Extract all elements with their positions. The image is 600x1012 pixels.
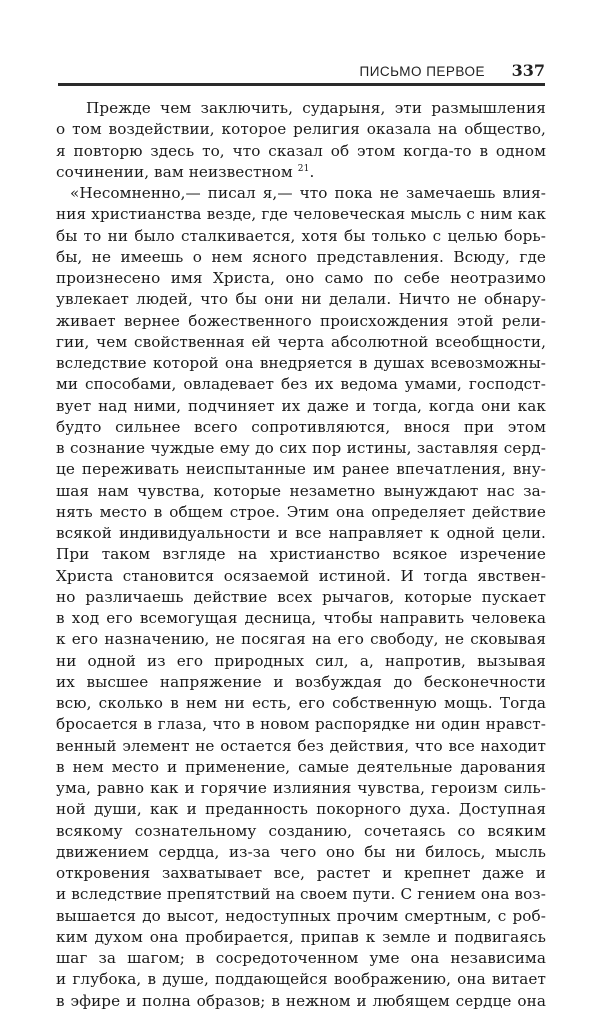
text-line: гии, чем свойственная ей черта абсолютной всеобщности, (56, 332, 546, 351)
end-punctuation: . (309, 162, 315, 181)
text-line: живает вернее божественного происхождения этой рели- (56, 311, 546, 330)
text-line: в сознание чуждые ему до сих пор истины, заставляя серд- (56, 439, 546, 457)
body-text (56, 98, 546, 1012)
running-head (58, 60, 545, 82)
text-line: всякому сознательному созданию, сочетаясь со всяким (56, 821, 546, 840)
text-line: бы то ни было сталкивается, хотя бы только с целью борь- (56, 226, 546, 245)
text-line: всю, сколько в нем ни есть, его собственную мощь. Тогда (56, 694, 546, 712)
text-line: в ход его всемогущая десница, чтобы направить человека (56, 609, 546, 627)
text-line: Христа становится осязаемой истиной. И тогда явствен- (56, 566, 546, 585)
text-line: но различаешь действие всех рычагов, которые пускает (56, 587, 546, 606)
text-line: ни одной из его природных сил, а, напротив, вызывая (56, 651, 546, 670)
text-line: в эфире и полна образов; в нежном и любящем сердце она (56, 991, 546, 1010)
text-line: всякой индивидуальности и все направляет к одной цели. (56, 524, 546, 542)
text-line: нять место в общем строе. Этим она определяет действие (56, 502, 546, 521)
text-line: откровения захватывает все, растет и крепнет даже и (56, 864, 546, 882)
text-line: ума, равно как и горячие излияния чувства, героизм силь- (56, 779, 546, 797)
text-line: При таком взгляде на христианство всякое изречение (56, 545, 546, 564)
text-line: и глубока, в душе, поддающейся воображению, она витает (56, 970, 546, 989)
text-line: о том воздействии, которое религия оказала на общество, (56, 120, 546, 139)
text-line: движением сердца, из-за чего оно бы ни билось, мысль (56, 842, 546, 861)
text-line-last (56, 162, 546, 183)
text-line: венный элемент не остается без действия, что все находит (56, 736, 546, 755)
text-line: ной души, как и преданность покорного духа. Доступная (56, 800, 546, 819)
header-rule (58, 83, 545, 86)
text-line: ми способами, овладевает без их ведома умами, господст- (56, 375, 546, 394)
text-line: я повторю здесь то, что сказал об этом когда-то в одном (56, 141, 546, 160)
text-line: к его назначению, не посягая на его свободу, не сковывая (56, 630, 546, 649)
text-line: ния христианства везде, где человеческая мысль с ним как (56, 205, 546, 224)
text-line: це переживать неиспытанные им ранее впечатления, вну- (56, 460, 546, 479)
text-line: вует над ними, подчиняет их даже и тогда, когда они как (56, 396, 546, 415)
text-line: увлекает людей, что бы они ни делали. Ничто не обнару- (56, 290, 546, 309)
text-line: шаг за шагом; в сосредоточенном уме она независима (56, 949, 546, 967)
text-line: вышается до высот, недоступных прочим смертным, с роб- (56, 906, 546, 925)
text-line: произнесено имя Христа, оно само по себе неотразимо (56, 269, 546, 287)
text-line: в нем место и применение, самые деятельные дарования (56, 757, 546, 776)
text-line: вследствие которой она внедряется в душах всевозможны- (56, 354, 546, 372)
text-line: шая нам чувства, которые незаметно вынуждают нас за- (56, 481, 546, 500)
text-line: их высшее напряжение и возбуждая до бесконечности (56, 672, 546, 691)
text-line: Прежде чем заключить, сударыня, эти размышления (86, 99, 546, 117)
running-head-title: ПИСЬМО ПЕРВОЕ (359, 64, 485, 79)
text-line: ким духом она пробирается, припав к земле и подвигаясь (56, 927, 546, 946)
text-line: бросается в глаза, что в новом распорядке ни один нравст- (56, 715, 546, 734)
text-line: будто сильнее всего сопротивляются, внося при этом (56, 417, 546, 436)
text-line-content: сочинении, вам неизвестном (56, 162, 293, 181)
text-line: и вследствие препятствий на своем пути. С гением она воз- (56, 885, 546, 904)
text-line: бы, не имеешь о нем ясного представления. Всюду, где (56, 247, 546, 266)
page-number: 337 (511, 61, 545, 80)
footnote-ref[interactable]: 21 (297, 163, 310, 174)
text-line: «Несомненно,— писал я,— что пока не замечаешь влия- (70, 184, 546, 202)
